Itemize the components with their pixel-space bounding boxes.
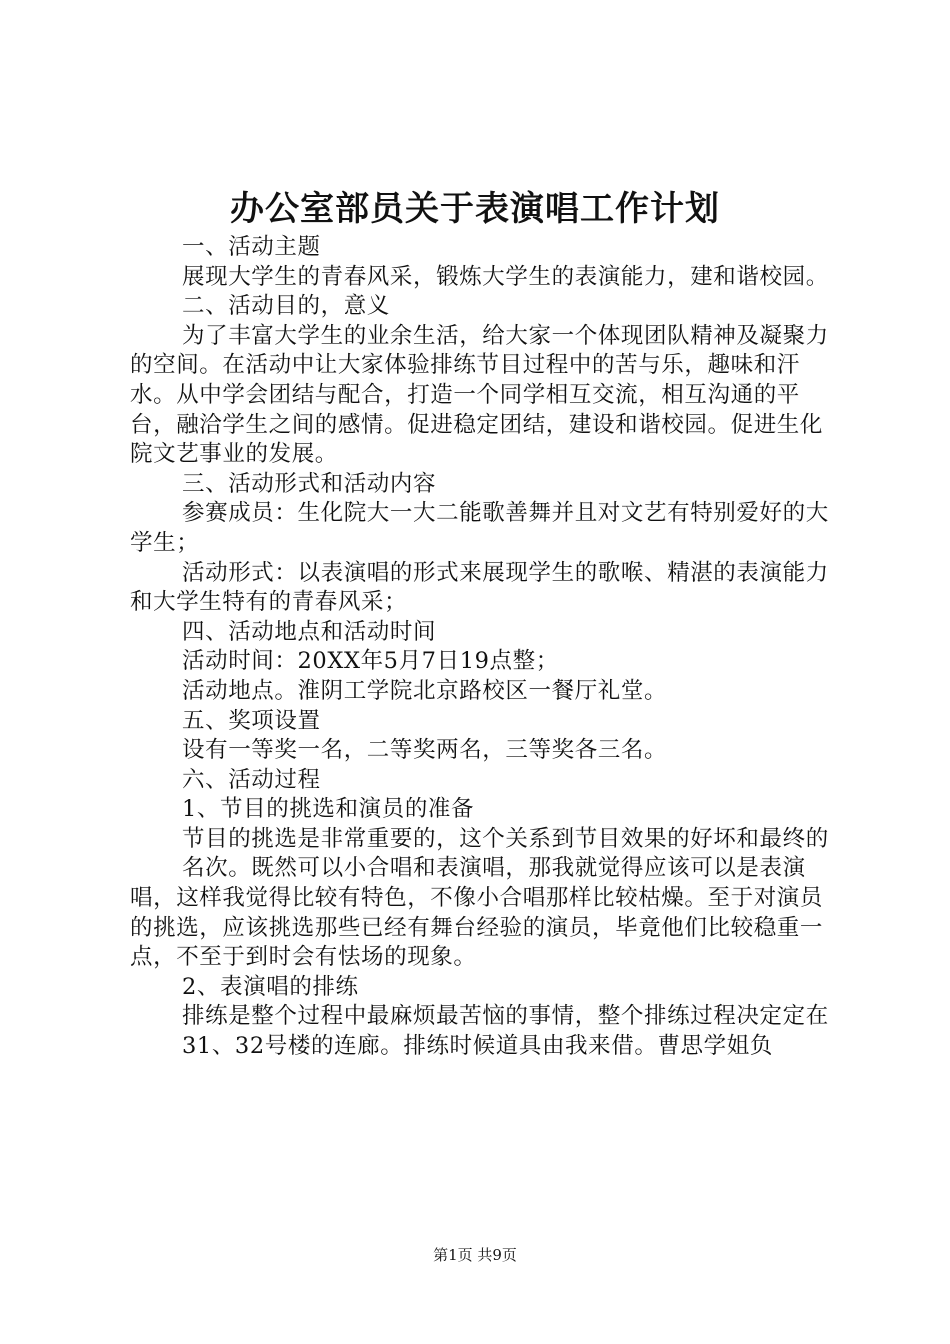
section-heading-4: 四、活动地点和活动时间 [182,618,437,645]
paragraph-rehearsal: 排练是整个过程中最麻烦最苦恼的事情，整个排练过程决定定在 [182,1003,829,1030]
paragraph-format: 活动形式：以表演唱的形式来展现学生的歌喉、精湛的表演能力和大学生特有的青春风采； [130,559,829,616]
section-heading-6: 六、活动过程 [182,766,321,793]
subsection-heading-1: 1、节目的挑选和演员的准备 [182,796,475,823]
paragraph-rehearsal-location: 31、32号楼的连廊。排练时候道具由我来借。曹思学姐负 [182,1033,773,1060]
document-title: 办公室部员关于表演唱工作计划 [230,189,720,229]
section-heading-5: 五、奖项设置 [182,707,321,734]
paragraph-purpose: 为了丰富大学生的业余生活，给大家一个体现团队精神及凝聚力的空间。在活动中让大家体验排练节目过程中的苦与乐，趣味和汗水。从中学会团结与配合，打造一个同学相互交流，相互沟通的平台，融洽学生之间的感情。促进稳定团结，建设和谐校园。促进生化院文艺事业的发展。 [130,322,829,468]
paragraph-selection: 节目的挑选是非常重要的，这个关系到节目效果的好坏和最终的 [182,825,829,852]
paragraph-participants: 参赛成员：生化院大一大二能歌善舞并且对文艺有特别爱好的大学生； [130,500,829,556]
page-footer: 第1页 共9页 [433,1246,517,1264]
paragraph-ranking: 名次。既然可以小合唱和表演唱，那我就觉得应该可以是表演唱，这样我觉得比较有特色，不像小合唱那样比较枯燥。至于对演员的挑选，应该挑选那些已经有舞台经验的演员，毕竟他们比较稳重一点，不至于到时会有怯场的现象。 [130,855,824,971]
section-heading-2: 二、活动目的，意义 [182,293,390,320]
subsection-heading-2: 2、表演唱的排练 [182,973,359,1000]
section-heading-1: 一、活动主题 [182,234,321,260]
paragraph-time: 活动时间：20XX年5月7日19点整； [182,648,559,675]
paragraph-awards: 设有一等奖一名，二等奖两名，三等奖各三名。 [182,737,668,764]
paragraph-theme: 展现大学生的青春风采，锻炼大学生的表演能力，建和谐校园。 [182,263,829,290]
paragraph-location: 活动地点。淮阴工学院北京路校区一餐厅礼堂。 [182,677,668,704]
section-heading-3: 三、活动形式和活动内容 [182,470,437,497]
document-body [130,233,830,1062]
